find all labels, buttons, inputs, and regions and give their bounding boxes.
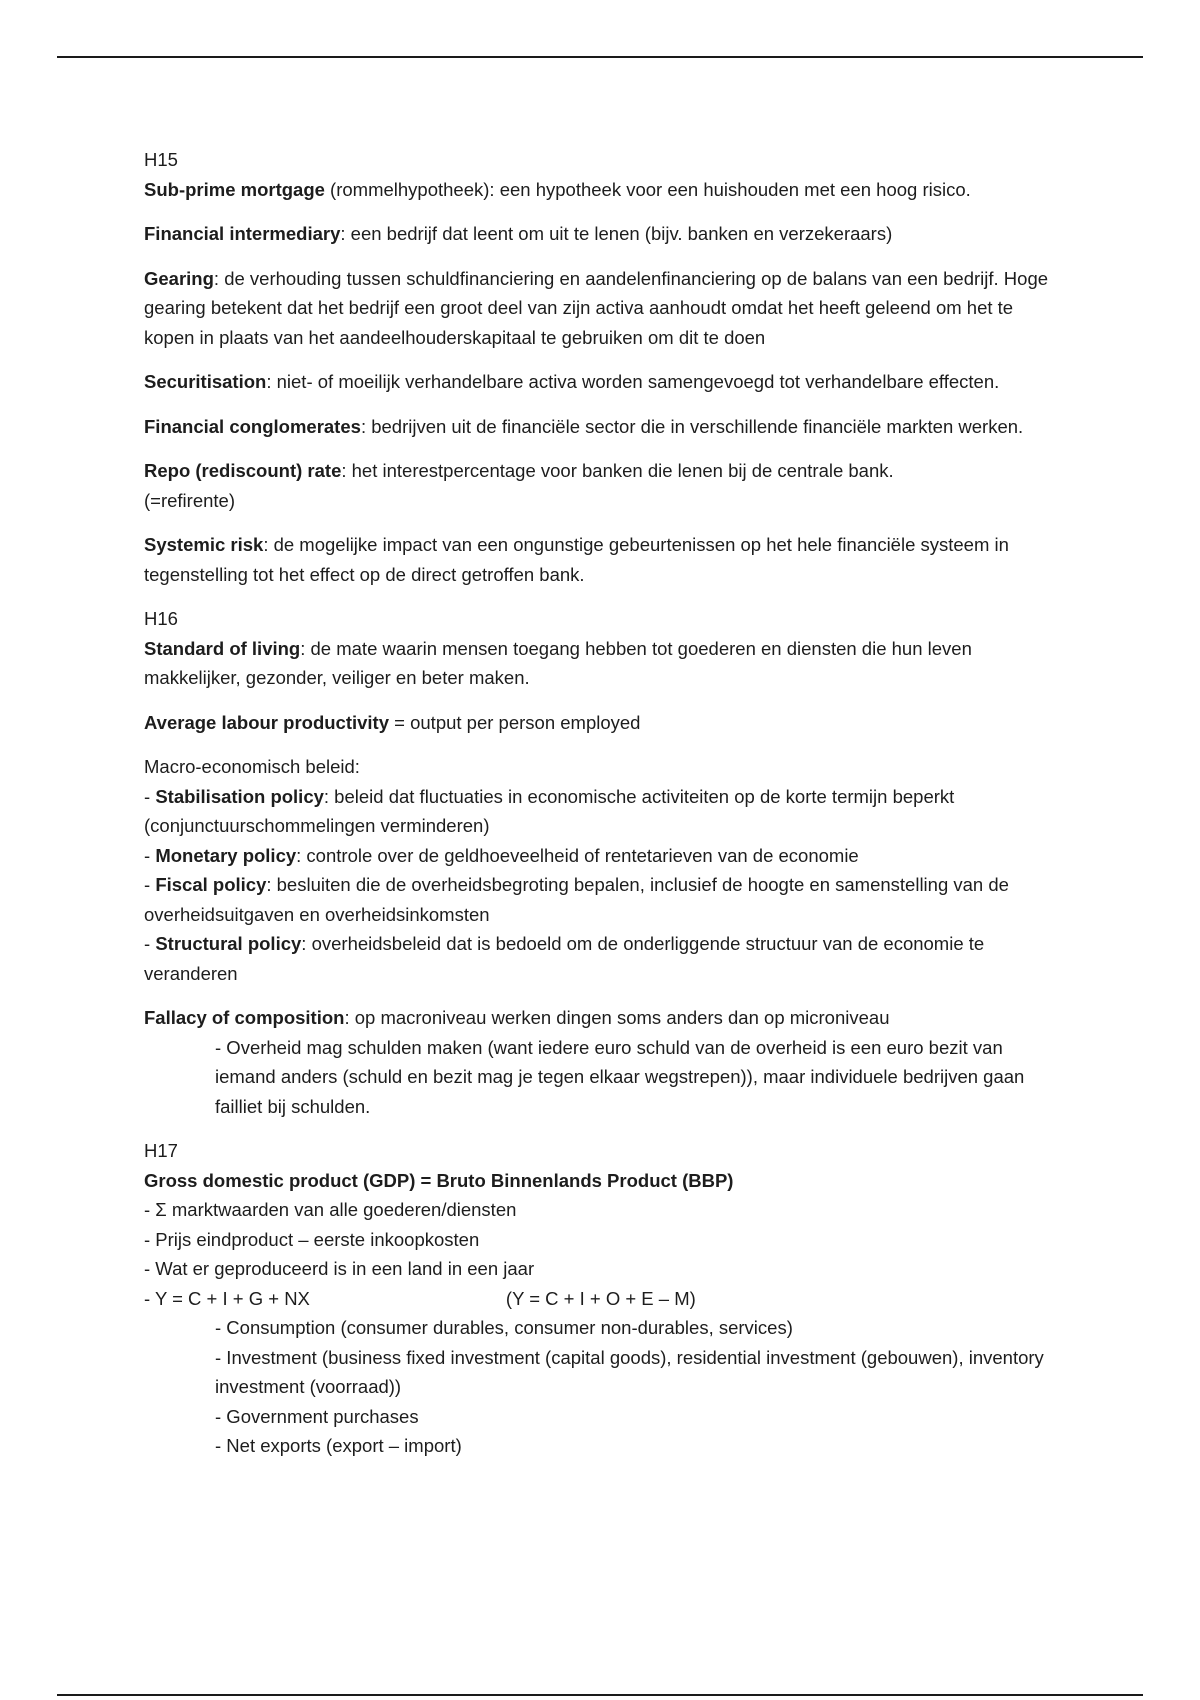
definition-gearing	[144, 264, 1064, 353]
term: Financial intermediary	[144, 223, 341, 244]
definition-text: : de mate waarin mensen toegang hebben tot goederen en diensten die hun leven makkelijker, gezonder, veiliger en beter maken.	[144, 637, 972, 688]
gdp-formula: - Y = C + I + G + NX	[144, 1287, 310, 1309]
policy-structural	[144, 929, 1064, 988]
term: Systemic risk	[144, 534, 264, 555]
definition-text: : besluiten die de overheidsbegroting bepalen, inclusief de hoogte en samenstelling van de overheidsuitgaven en overheidsinkomsten	[144, 874, 1009, 925]
term: Monetary policy	[155, 844, 297, 866]
term: Stabilisation policy	[155, 785, 324, 807]
definition-text: : controle over de geldhoeveelheid of rentetarieven van de economie	[296, 844, 859, 866]
definition-text: = output per person employed	[389, 711, 641, 733]
definition-average-labour-productivity	[144, 708, 1064, 738]
definition-text: : de mogelijke impact van een ongunstige gebeurtenissen op het hele financiële systeem in tegenstelling tot het effect op de direct getroffen bank.	[144, 534, 1009, 585]
definition-text: : een bedrijf dat leent om uit te lenen (bijv. banken en verzekeraars)	[340, 223, 893, 244]
macro-policy-intro: Macro-economisch beleid:	[144, 756, 360, 777]
definition-text: : de verhouding tussen schuldfinanciering en aandelenfinanciering op de balans van een bedrijf. Hoge gearing betekent dat het bedrijf een groot deel van zijn activa aanhoudt omdat het heeft geleend om het te kopen in plaats van het aandeelhouderskapitaal te gebruiken om dit te doen	[144, 267, 1049, 348]
section-heading-h15: H15	[144, 149, 178, 170]
definition-fallacy	[144, 1003, 1064, 1033]
fallacy-example: - Overheid mag schulden maken (want iedere euro schuld van de overheid is een euro bezit van iemand anders (schuld en bezit mag je tegen elkaar wegstrepen)), maar individuele bedrijven gaan failliet bij schulden.	[215, 1036, 1025, 1117]
term: Average labour productivity	[144, 711, 390, 733]
term: Gearing	[144, 267, 214, 289]
gdp-component: - Investment (business fixed investment (capital goods), residential investment (gebouwen), inventory investment (voorraad))	[215, 1346, 1044, 1397]
definition-text: : het interestpercentage voor banken die lenen bij de centrale bank. (=refirente)	[144, 460, 894, 511]
fallacy-of-composition	[144, 1003, 1064, 1121]
section-h15	[144, 145, 1064, 204]
section-heading-h17: H17	[144, 1140, 178, 1161]
definition-financial-intermediary	[144, 219, 1064, 249]
bullet-prefix: -	[144, 874, 156, 895]
definition-standard-of-living	[144, 634, 1064, 693]
gdp-formula-alt: (Y = C + I + O + E – M)	[505, 1287, 696, 1309]
definition-systemic-risk	[144, 530, 1064, 589]
gdp-bullet: - Prijs eindproduct – eerste inkoopkosten	[144, 1228, 480, 1250]
definition-repo-rate	[144, 456, 944, 515]
term: Sub-prime mortgage	[144, 178, 325, 200]
section-h16	[144, 604, 1064, 693]
policy-stabilisation	[144, 782, 1064, 841]
bullet-prefix: -	[144, 785, 156, 807]
definition-text: : overheidsbeleid dat is bedoeld om de onderliggende structuur van de economie te veranderen	[144, 933, 985, 984]
policy-fiscal	[144, 870, 1064, 929]
term: Fiscal policy	[155, 874, 267, 895]
header-rule	[57, 56, 1143, 58]
term: Securitisation	[144, 371, 267, 392]
document-body	[144, 145, 1064, 1476]
gdp-title	[144, 1166, 1064, 1196]
term: Standard of living	[144, 637, 301, 659]
gdp-bullet: - Wat er geproduceerd is in een land in een jaar	[144, 1258, 535, 1279]
bullet-prefix: -	[144, 933, 156, 954]
policy-monetary	[144, 841, 1064, 871]
term: Fallacy of composition	[144, 1007, 345, 1028]
section-h17	[144, 1136, 1064, 1461]
gdp-bullet: - Σ marktwaarden van alle goederen/diensten	[144, 1199, 517, 1220]
term: Repo (rediscount) rate	[144, 460, 342, 481]
term: Financial conglomerates	[144, 415, 361, 437]
definition-sub-prime-mortgage	[144, 175, 1064, 205]
definition-financial-conglomerates	[144, 412, 1064, 442]
gdp-component: - Consumption (consumer durables, consumer non-durables, services)	[215, 1317, 793, 1338]
definition-text: (rommelhypotheek): een hypotheek voor een huishouden met een hoog risico.	[324, 178, 971, 200]
term: Structural policy	[155, 933, 302, 954]
macro-policy-list	[144, 752, 1064, 988]
definition-text: : beleid dat fluctuaties in economische activiteiten op de korte termijn beperkt (conjunctuurschommelingen verminderen)	[144, 785, 955, 836]
definition-securitisation	[144, 367, 1064, 397]
footer-rule	[57, 1694, 1143, 1696]
section-heading-h16: H16	[144, 608, 178, 629]
definition-text: : niet- of moeilijk verhandelbare activa worden samengevoegd tot verhandelbare effecten.	[266, 371, 1000, 392]
gdp-component: - Net exports (export – import)	[215, 1435, 462, 1456]
gdp-title-text: Gross domestic product (GDP) = Bruto Binnenlands Product (BBP)	[144, 1169, 734, 1191]
bullet-prefix: -	[144, 844, 156, 866]
definition-text: : op macroniveau werken dingen soms anders dan op microniveau	[344, 1007, 890, 1028]
gdp-component: - Government purchases	[215, 1405, 419, 1427]
definition-text: : bedrijven uit de financiële sector die in verschillende financiële markten werken.	[360, 415, 1024, 437]
gdp-formula-row	[144, 1284, 1064, 1314]
